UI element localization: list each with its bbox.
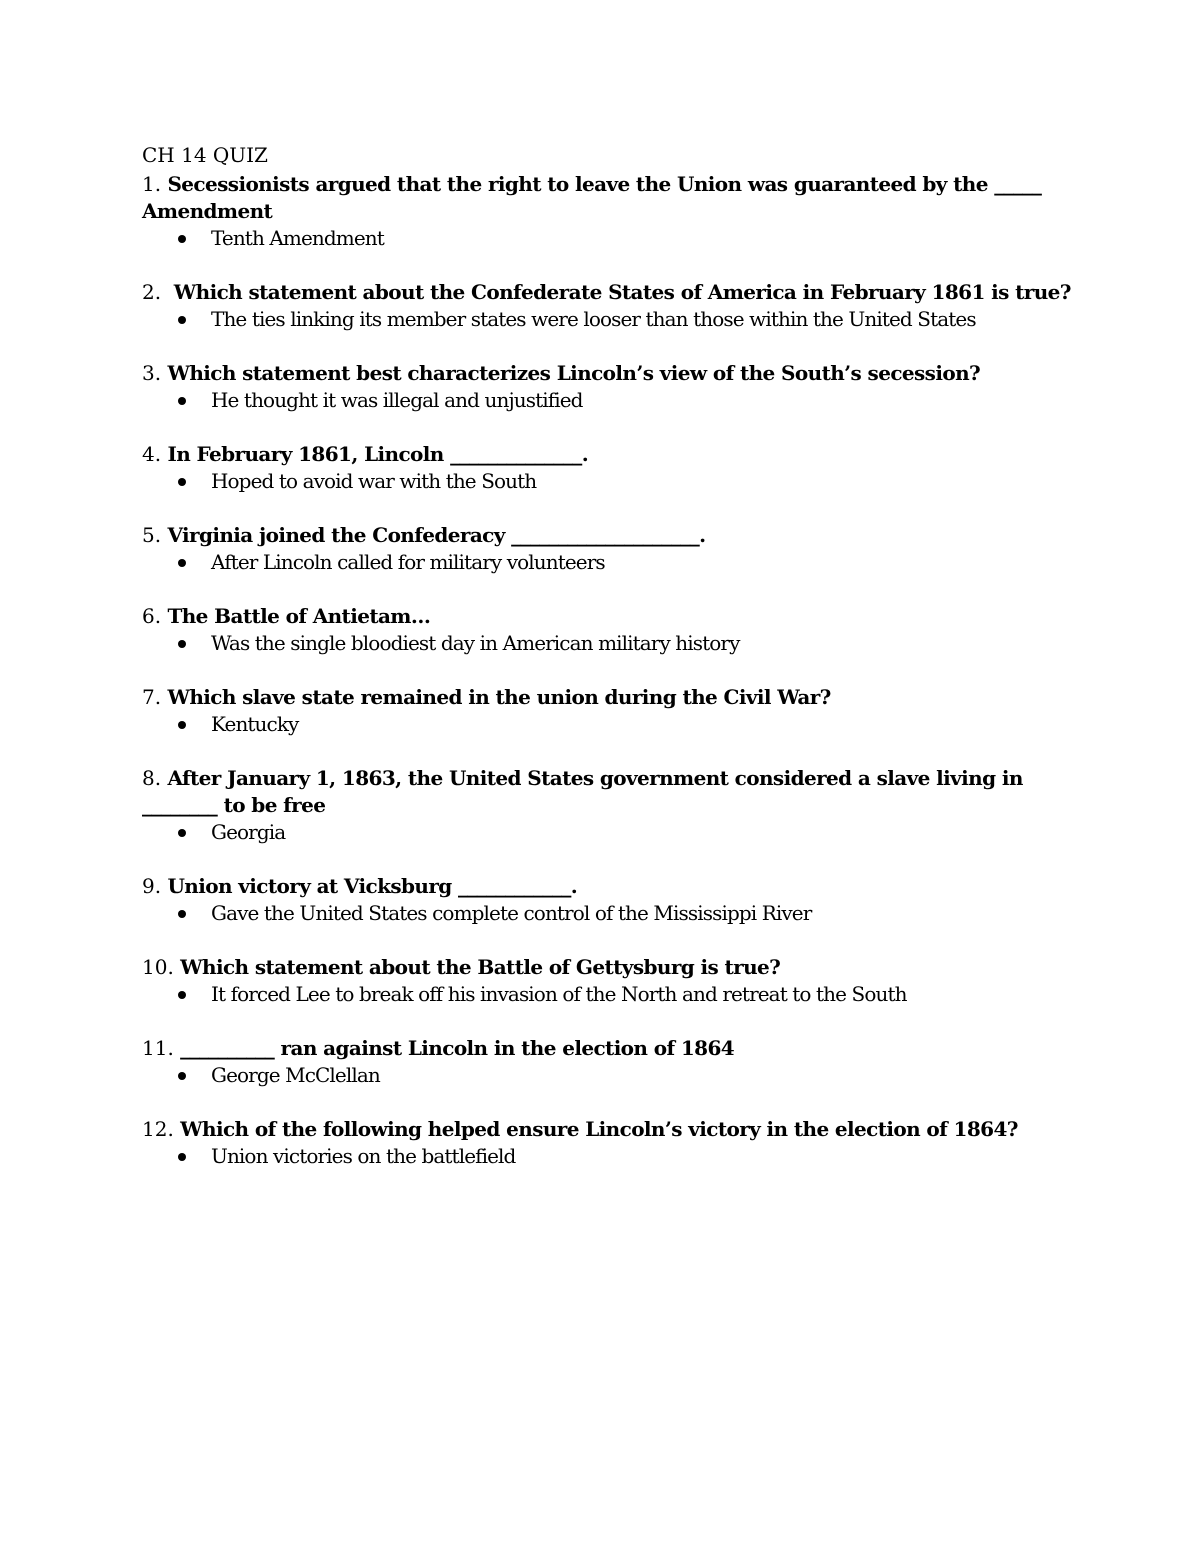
question-line — [142, 1116, 1072, 1143]
question-item — [142, 765, 1072, 846]
bullet-icon — [178, 478, 186, 486]
answer-text: The ties linking its member states were looser than those within the United States — [211, 307, 976, 331]
answer-list — [142, 1062, 1072, 1089]
question-text: After January 1, 1863, the United States government considered a slave living in ________ to be free — [142, 766, 1023, 817]
answer-list — [142, 387, 1072, 414]
answer-list — [142, 981, 1072, 1008]
quiz-title: CH 14 QUIZ — [142, 143, 268, 167]
answer-text: Kentucky — [211, 712, 299, 736]
question-number: 1. — [142, 172, 168, 196]
bullet-icon — [178, 640, 186, 648]
question-text: Which slave state remained in the union during the Civil War? — [167, 685, 831, 709]
question-line — [142, 441, 1072, 468]
answer-text: Gave the United States complete control of the Mississippi River — [211, 901, 812, 925]
question-item — [142, 360, 1072, 414]
answer-list — [142, 549, 1072, 576]
answer-item — [142, 549, 1072, 576]
question-line — [142, 1035, 1072, 1062]
answer-text: Hoped to avoid war with the South — [211, 469, 537, 493]
answer-list — [142, 225, 1072, 252]
bullet-icon — [178, 316, 186, 324]
answer-text: Was the single bloodiest day in American military history — [211, 631, 740, 655]
question-number: 9. — [142, 874, 168, 898]
answer-item — [142, 468, 1072, 495]
bullet-icon — [178, 721, 186, 729]
question-text: In February 1861, Lincoln ______________. — [167, 442, 589, 466]
bullet-icon — [178, 1153, 186, 1161]
answer-text: Union victories on the battlefield — [211, 1144, 516, 1168]
bullet-icon — [178, 829, 186, 837]
question-text: Which statement best characterizes Lincoln’s view of the South’s secession? — [167, 361, 981, 385]
question-line — [142, 279, 1072, 306]
question-item — [142, 1035, 1072, 1089]
bullet-icon — [178, 397, 186, 405]
answer-text: Georgia — [211, 820, 286, 844]
answer-text: After Lincoln called for military volunteers — [211, 550, 605, 574]
question-number: 12. — [142, 1117, 181, 1141]
question-item — [142, 954, 1072, 1008]
question-item — [142, 441, 1072, 495]
answer-text: George McClellan — [211, 1063, 380, 1087]
question-line — [142, 603, 1072, 630]
quiz-page — [142, 142, 1072, 1197]
question-item — [142, 603, 1072, 657]
answer-text: He thought it was illegal and unjustified — [211, 388, 583, 412]
question-item — [142, 1116, 1072, 1170]
question-number: 4. — [142, 442, 168, 466]
bullet-icon — [178, 559, 186, 567]
question-number: 10. — [142, 955, 181, 979]
question-text: Virginia joined the Confederacy ____________________. — [167, 523, 706, 547]
bullet-icon — [178, 910, 186, 918]
question-item — [142, 873, 1072, 927]
answer-item — [142, 711, 1072, 738]
bullet-icon — [178, 235, 186, 243]
question-text: Secessionists argued that the right to leave the Union was guaranteed by the _____ Amendment — [142, 172, 1042, 223]
question-text: __________ ran against Lincoln in the election of 1864 — [180, 1036, 735, 1060]
question-line — [142, 522, 1072, 549]
answer-item — [142, 900, 1072, 927]
answer-list — [142, 630, 1072, 657]
question-line — [142, 171, 1072, 225]
answer-item — [142, 630, 1072, 657]
answer-item — [142, 1143, 1072, 1170]
question-line — [142, 360, 1072, 387]
answer-list — [142, 1143, 1072, 1170]
answer-item — [142, 225, 1072, 252]
answer-list — [142, 711, 1072, 738]
question-number: 11. — [142, 1036, 181, 1060]
question-number: 2. — [142, 280, 174, 304]
answer-list — [142, 468, 1072, 495]
question-number: 7. — [142, 685, 168, 709]
question-number: 6. — [142, 604, 168, 628]
question-text: Which statement about the Battle of Gettysburg is true? — [180, 955, 781, 979]
answer-item — [142, 387, 1072, 414]
question-text: Which statement about the Confederate States of America in February 1861 is true? — [173, 280, 1071, 304]
question-line — [142, 684, 1072, 711]
question-number: 3. — [142, 361, 168, 385]
question-text: Which of the following helped ensure Lincoln’s victory in the election of 1864? — [180, 1117, 1018, 1141]
question-number: 8. — [142, 766, 168, 790]
question-text: The Battle of Antietam… — [167, 604, 431, 628]
answer-list — [142, 306, 1072, 333]
bullet-icon — [178, 1072, 186, 1080]
question-text: Union victory at Vicksburg ____________. — [167, 874, 578, 898]
answer-item — [142, 981, 1072, 1008]
question-line — [142, 765, 1072, 819]
bullet-icon — [178, 991, 186, 999]
answer-item — [142, 819, 1072, 846]
answer-text: Tenth Amendment — [211, 226, 384, 250]
answer-item — [142, 1062, 1072, 1089]
question-item — [142, 279, 1072, 333]
question-item — [142, 522, 1072, 576]
question-item — [142, 684, 1072, 738]
question-line — [142, 873, 1072, 900]
question-number: 5. — [142, 523, 168, 547]
question-item — [142, 171, 1072, 252]
answer-text: It forced Lee to break off his invasion of the North and retreat to the South — [211, 982, 907, 1006]
answer-list — [142, 819, 1072, 846]
answer-list — [142, 900, 1072, 927]
question-list — [142, 171, 1072, 1170]
question-line — [142, 954, 1072, 981]
answer-item — [142, 306, 1072, 333]
